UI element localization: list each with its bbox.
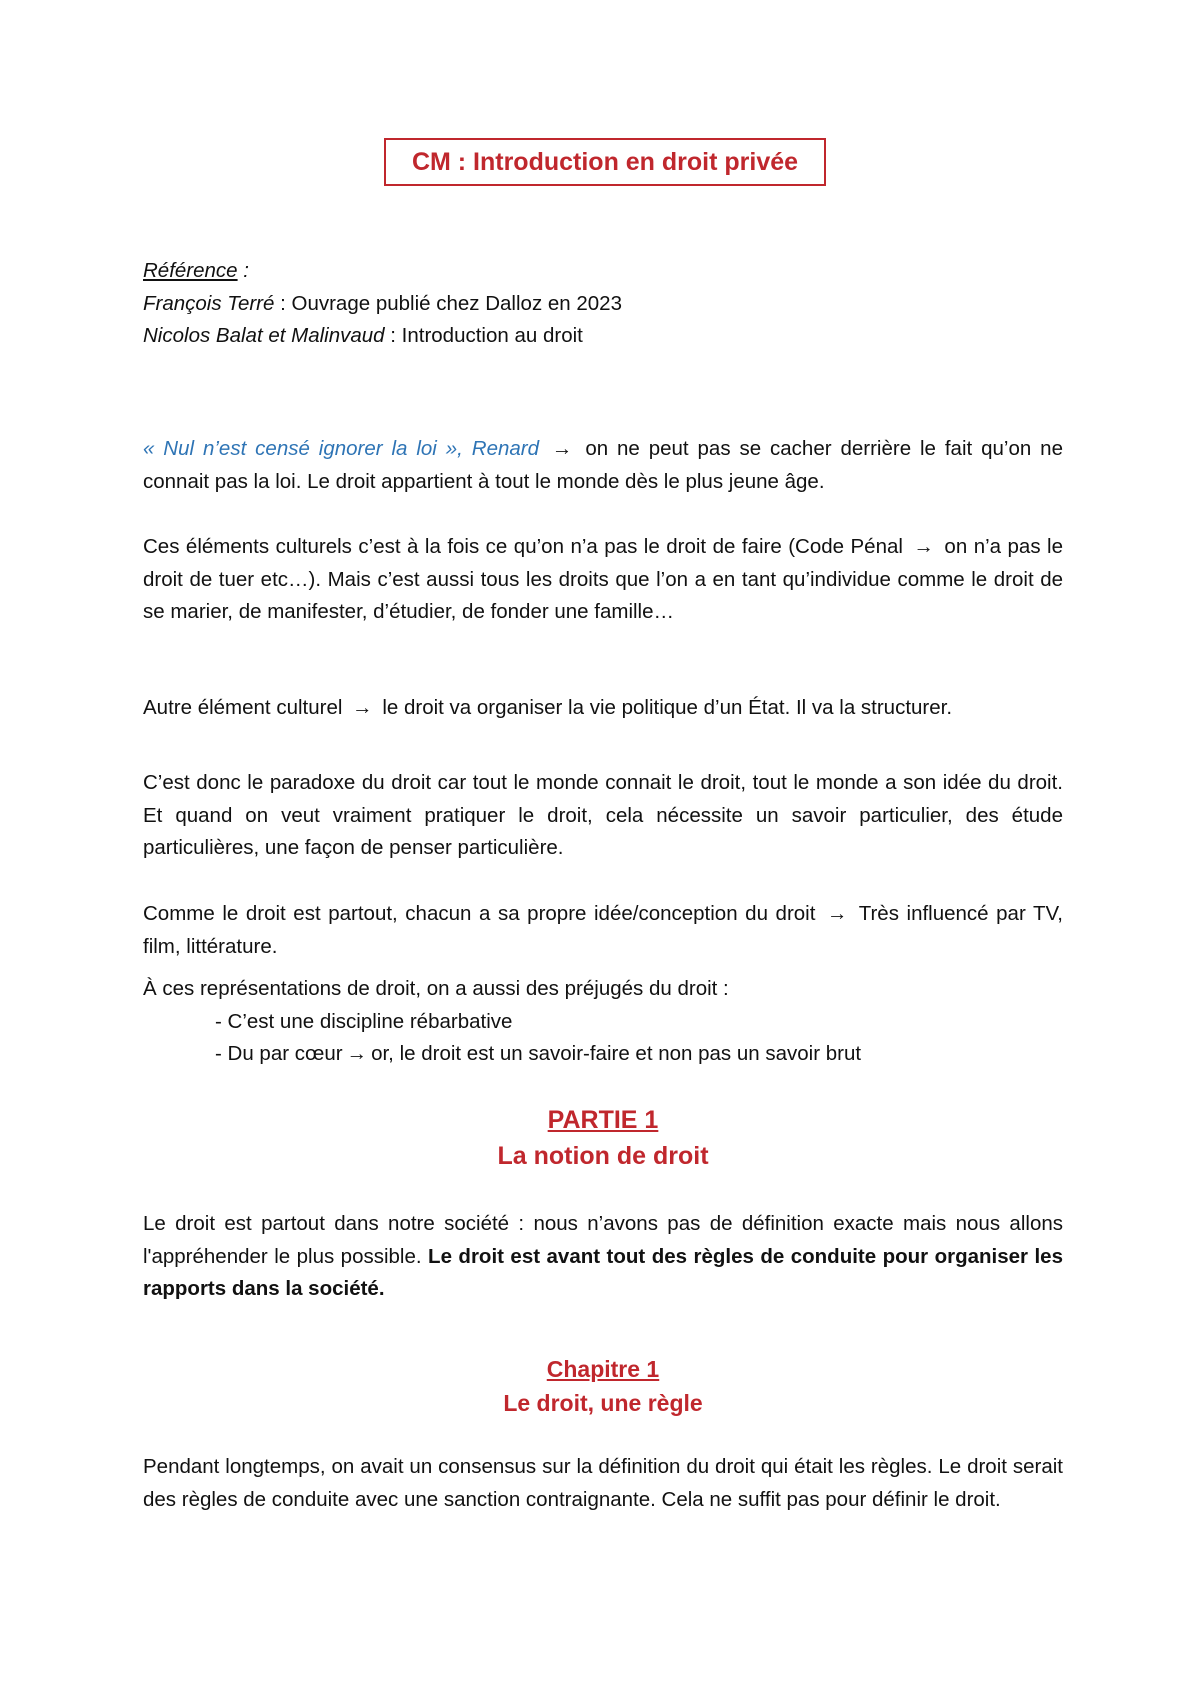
partie-subtitle: La notion de droit <box>497 1142 709 1170</box>
document-title: CM : Introduction en droit privée <box>384 138 826 186</box>
culture-paragraph <box>143 531 1063 629</box>
autre-text-1: Autre élément culturel <box>143 696 343 719</box>
prejuges-intro: À ces représentations de droit, on a aussi des préjugés du droit : <box>143 977 729 1000</box>
quote-explanation: on ne peut pas se cacher derrière le fait qu’on ne connait pas la loi. Le droit appartient à tout le monde dès le plus jeune âge. <box>143 437 1063 493</box>
arrow-right-icon: → <box>346 1042 368 1065</box>
culture-text-1: Ces éléments culturels c’est à la fois ce qu’on n’a pas le droit de faire (Code Pénal <box>143 535 903 558</box>
chapitre-heading <box>143 1352 1063 1420</box>
chapitre-subtitle: Le droit, une règle <box>503 1390 703 1416</box>
bullet-text-1: - Du par cœur <box>215 1042 343 1065</box>
partout-text-1: Comme le droit est partout, chacun a sa propre idée/conception du droit <box>143 902 816 925</box>
quote-paragraph <box>143 433 1063 498</box>
chapitre-label: Chapitre 1 <box>546 1356 660 1382</box>
bullet-text-2: or, le droit est un savoir-faire et non pas un savoir brut <box>371 1042 862 1065</box>
consensus-paragraph: Pendant longtemps, on avait un consensus sur la définition du droit qui était les règles. Le droit serait des règles de conduite avec une sanction contraignante. Cela ne suffit pas pour définir le droit. <box>143 1455 1063 1511</box>
reference-block <box>143 255 1063 353</box>
reference-author: Nicolos Balat et Malinvaud <box>143 324 385 347</box>
arrow-right-icon: → <box>827 902 848 925</box>
reference-item <box>143 288 1063 321</box>
arrow-right-icon: → <box>913 535 934 558</box>
reference-heading-suffix: : <box>237 259 249 282</box>
reference-text: : Introduction au droit <box>384 324 583 347</box>
reference-item <box>143 320 1063 353</box>
partout-paragraph <box>143 898 1063 963</box>
culture-text-2: on n’a pas le droit de tuer etc…). Mais c’est aussi tous les droits que l’on a en tant qu’individue comme le droit de se marier, de manifester, d’étudier, de fonder une famille… <box>143 535 1064 623</box>
prejuges-bullet <box>143 1038 1063 1071</box>
prejuges-paragraph <box>143 973 1063 1071</box>
arrow-right-icon: → <box>352 696 373 719</box>
prejuges-bullet: - C’est une discipline rébarbative <box>215 1009 513 1033</box>
partie-heading <box>143 1102 1063 1174</box>
partout-text-2: Très influencé par TV, film, littérature. <box>143 902 1063 958</box>
paradoxe-paragraph: C’est donc le paradoxe du droit car tout le monde connait le droit, tout le monde a son idée du droit. Et quand on veut vraiment pratiquer le droit, cela nécessite un savoir particulier, des étude particulières, une façon de penser particulière. <box>143 771 1063 859</box>
autre-text-2: le droit va organiser la vie politique d’un État. Il va la structurer. <box>382 696 953 719</box>
definition-paragraph <box>143 1208 1063 1306</box>
quote-text: « Nul n’est censé ignorer la loi », Renard <box>143 437 539 460</box>
autre-paragraph <box>143 692 1063 725</box>
reference-text: : Ouvrage publié chez Dalloz en 2023 <box>274 291 622 315</box>
partie-label: PARTIE 1 <box>547 1106 659 1134</box>
reference-heading-line <box>143 255 1063 288</box>
definition-bold-text: Le droit est avant tout des règles de conduite pour organiser les rapports dans la société. <box>143 1244 1063 1300</box>
definition-text: Le droit est partout dans notre société : nous n’avons pas de définition exacte mais nous allons l'appréhender le plus possible. <box>143 1212 1063 1268</box>
reference-heading: Référence <box>143 259 238 282</box>
arrow-right-icon: → <box>551 437 573 460</box>
reference-author: François Terré <box>143 291 275 315</box>
